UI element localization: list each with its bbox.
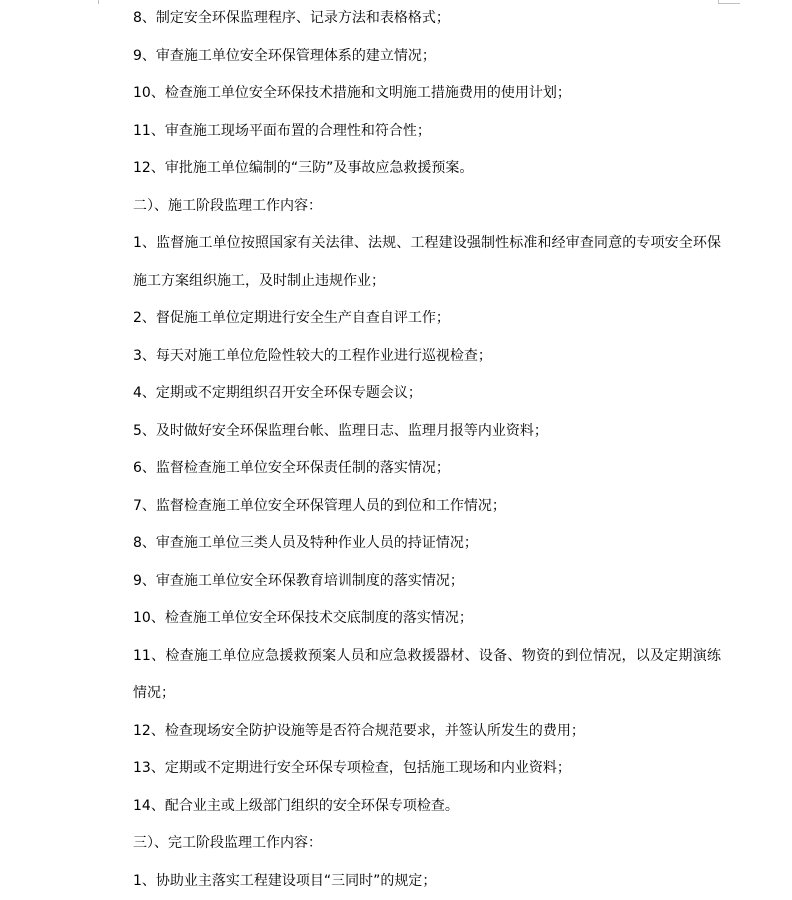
paragraph: 5、及时做好安全环保监理台帐、监理日志、监理月报等内业资料； [99,413,721,451]
paragraph: 11、审查施工现场平面布置的合理性和符合性； [99,113,721,151]
paragraph: 9、审查施工单位安全环保管理体系的建立情况； [99,38,721,76]
paragraph: 2、督促施工单位定期进行安全生产自查自评工作； [99,300,721,338]
paragraph: 3、每天对施工单位危险性较大的工程作业进行巡视检查； [99,338,721,376]
paragraph: 12、审批施工单位编制的“三防”及事故应急救援预案。 [99,150,721,188]
crop-mark-top-right-horizontal [718,3,740,4]
paragraph: 13、定期或不定期进行安全环保专项检查，包括施工现场和内业资料； [99,750,721,788]
paragraph: 4、定期或不定期组织召开安全环保专题会议； [99,375,721,413]
paragraph: 8、审查施工单位三类人员及特种作业人员的持证情况； [99,525,721,563]
paragraph: 1、协助业主落实工程建设项目“三同时”的规定； [99,863,721,900]
paragraph: 6、监督检查施工单位安全环保责任制的落实情况； [99,450,721,488]
paragraph: 11、检查施工单位应急援救预案人员和应急救援器材、设备、物资的到位情况，以及定期演练情况； [99,638,721,713]
paragraph: 9、审查施工单位安全环保教育培训制度的落实情况； [99,563,721,601]
paragraph: 14、配合业主或上级部门组织的安全环保专项检查。 [99,788,721,826]
section-heading: 二）、施工阶段监理工作内容： [99,188,721,226]
paragraph: 12、检查现场安全防护设施等是否符合规范要求，并签认所发生的费用； [99,713,721,751]
paragraph: 8、制定安全环保监理程序、记录方法和表格格式； [99,0,721,38]
paragraph: 1、监督施工单位按照国家有关法律、法规、工程建设强制性标准和经审查同意的专项安全环保施工方案组织施工，及时制止违规作业； [99,225,721,300]
section-heading: 三）、完工阶段监理工作内容： [99,825,721,863]
document-body [99,0,721,900]
paragraph: 7、监督检查施工单位安全环保管理人员的到位和工作情况； [99,488,721,526]
paragraph: 10、检查施工单位安全环保技术措施和文明施工措施费用的使用计划； [99,75,721,113]
paragraph: 10、检查施工单位安全环保技术交底制度的落实情况； [99,600,721,638]
